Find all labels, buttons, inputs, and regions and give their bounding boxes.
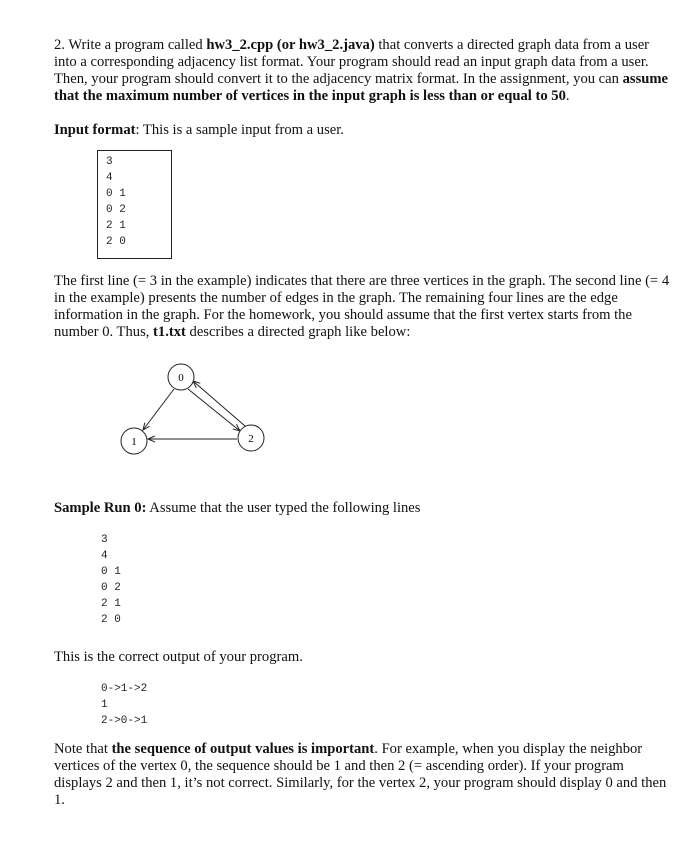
filename: hw3_2.cpp (or hw3_2.java) (206, 37, 375, 53)
expected-output: 0->1->2 1 2->0->1 (101, 683, 148, 727)
text: number 0. Thus, (54, 324, 154, 340)
svg-text:2: 2 (248, 433, 254, 445)
svg-text:1: 1 (131, 436, 137, 448)
sample-input-code: 3 4 0 1 0 2 2 1 2 0 (106, 156, 126, 248)
text: that converts a directed graph data from a user (374, 37, 650, 53)
note-line (54, 741, 642, 758)
text: . For example, when you display the neighbor (374, 741, 643, 757)
text: . (565, 88, 570, 104)
text: Assume that the user typed the following lines (146, 500, 421, 516)
text: describes a directed graph like below: (185, 324, 411, 340)
emphasis: that the maximum number of vertices in the input graph is less than or equal to 50 (54, 88, 566, 104)
note-line: displays 2 and then 1, it’s not correct. Similarly, for the vertex 2, your program should display 0 and then (54, 775, 667, 791)
emphasis: the sequence of output values is important (111, 741, 375, 757)
edge-2-0 (193, 381, 245, 426)
text: : This is a sample input from a user. (135, 122, 344, 138)
text: Note that (54, 741, 112, 757)
output-caption: This is the correct output of your program. (54, 649, 303, 665)
explain-line: information in the graph. For the homework, you should assume that the first vertex starts from the (54, 307, 632, 323)
explain-line: in the example) presents the number of edges in the graph. The remaining four lines are the edge (54, 290, 618, 306)
note-line: 1. (54, 792, 65, 808)
label: Sample Run 0: (54, 500, 147, 516)
edge-0-1 (143, 389, 174, 430)
emphasis: assume (622, 71, 668, 87)
note-line: vertices of the vertex 0, the sequence should be 1 and then 2 (= ascending order). If your program (54, 758, 624, 774)
node-0 (168, 364, 194, 390)
explain-line: The first line (= 3 in the example) indicates that there are three vertices in the graph. The second line (= 4 (54, 273, 670, 289)
sample-run-heading (54, 500, 420, 517)
node-2 (238, 425, 264, 451)
svg-text:0: 0 (178, 372, 184, 384)
intro-line: into a corresponding adjacency list format. Your program should read an input graph data from a user. (54, 54, 649, 70)
label: Input format (54, 122, 136, 138)
node-1 (121, 428, 147, 454)
edge-0-2 (188, 389, 240, 431)
sample-run-input: 3 4 0 1 0 2 2 1 2 0 (101, 534, 121, 626)
text: 2. Write a program called (54, 37, 207, 53)
filename: t1.txt (153, 324, 186, 340)
text: Then, your program should convert it to the adjacency matrix format. In the assignment, you can (54, 71, 623, 87)
